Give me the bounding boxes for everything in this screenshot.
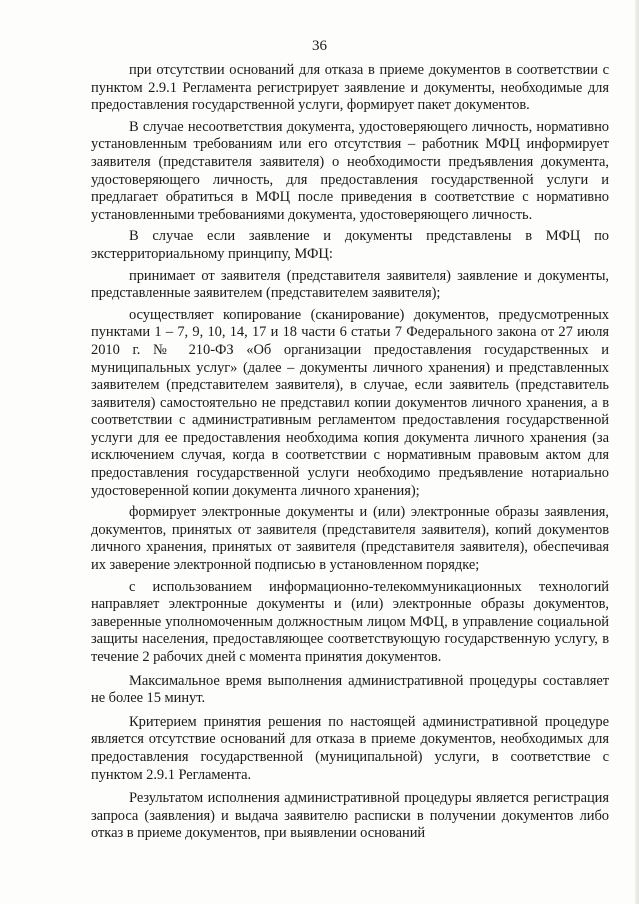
page-body (91, 62, 609, 847)
paragraph-extraterritorial: В случае если заявление и документы представлены в МФЦ по экстерриториальному принципу, МФЦ: (91, 228, 609, 262)
paragraph-electronic-documents: формирует электронные документы и (или) электронные образы заявления, документов, принятых от заявителя (представителя заявителя), копий документов личного хранения, принятых от заявителя (представителя заявителя), обеспечивая их заверение электронной подписью в установленном порядке; (91, 504, 609, 574)
paragraph-registration: при отсутствии оснований для отказа в приеме документов в соответствии с пунктом 2.9.1 Регламента регистрирует заявление и документы, необходимые для предоставления государственной услуги, формирует пакет документов. (91, 62, 609, 114)
page-number: 36 (312, 38, 327, 54)
paragraph-decision-criterion: Критерием принятия решения по настоящей административной процедуре является отсутствие оснований для отказа в приеме документов, необходимых для предоставления государственной (муниципальной) услуги, в соответствие с пунктом 2.9.1 Регламента. (91, 713, 609, 783)
paragraph-identity-document: В случае несоответствия документа, удостоверяющего личность, нормативно установленным требованиям или его отсутствия – работник МФЦ информирует заявителя (представителя заявителя) о необходимости предъявления документа, удостоверяющего личность, для предоставления государственной услуги и предлагает обратиться в МФЦ после приведения в соответствие с нормативно установленными требованиями документа, удостоверяющего личность. (91, 118, 609, 223)
paragraph-copying-scanning: осуществляет копирование (сканирование) документов, предусмотренных пунктами 1 – 7, 9, 10, 14, 17 и 18 части 6 статьи 7 Федерального закона от 27 июля 2010 г. № 210-ФЗ «Об организации предоставления государственных и муниципальных услуг» (далее – документы личного хранения) и представленных заявителем (представителем заявителя), в случае, если заявитель (представитель заявителя) самостоятельно не представил копии документов личного хранения, а в соответствии с административным регламентом предоставления государственной услуги для ее предоставления необходима копия документа личного хранения (за исключением случая, когда в соответствии с нормативным правовым актом для предоставления государственной услуги необходимо предъявление нотариально удостоверенной копии документа личного хранения); (91, 306, 609, 499)
paragraph-max-time: Максимальное время выполнения административной процедуры составляет не более 15 минут. (91, 672, 609, 707)
paragraph-sends-documents: с использованием информационно-телекоммуникационных технологий направляет электронные документы и (или) электронные образы документов, заверенные уполномоченным должностным лицом МФЦ, в управление социальной защиты населения, предоставляющее соответствующую государственную услугу, в течение 2 рабочих дней с момента принятия документов. (91, 578, 609, 665)
paragraph-accepts-documents: принимает от заявителя (представителя заявителя) заявление и документы, представленные заявителем (представителем заявителя); (91, 267, 609, 302)
page-edge-shadow (635, 0, 639, 904)
paragraph-procedure-result: Результатом исполнения административной процедуры является регистрация запроса (заявления) и выдача заявителю расписки в получении документов либо отказ в приеме документов, при выявлении оснований (91, 790, 609, 842)
